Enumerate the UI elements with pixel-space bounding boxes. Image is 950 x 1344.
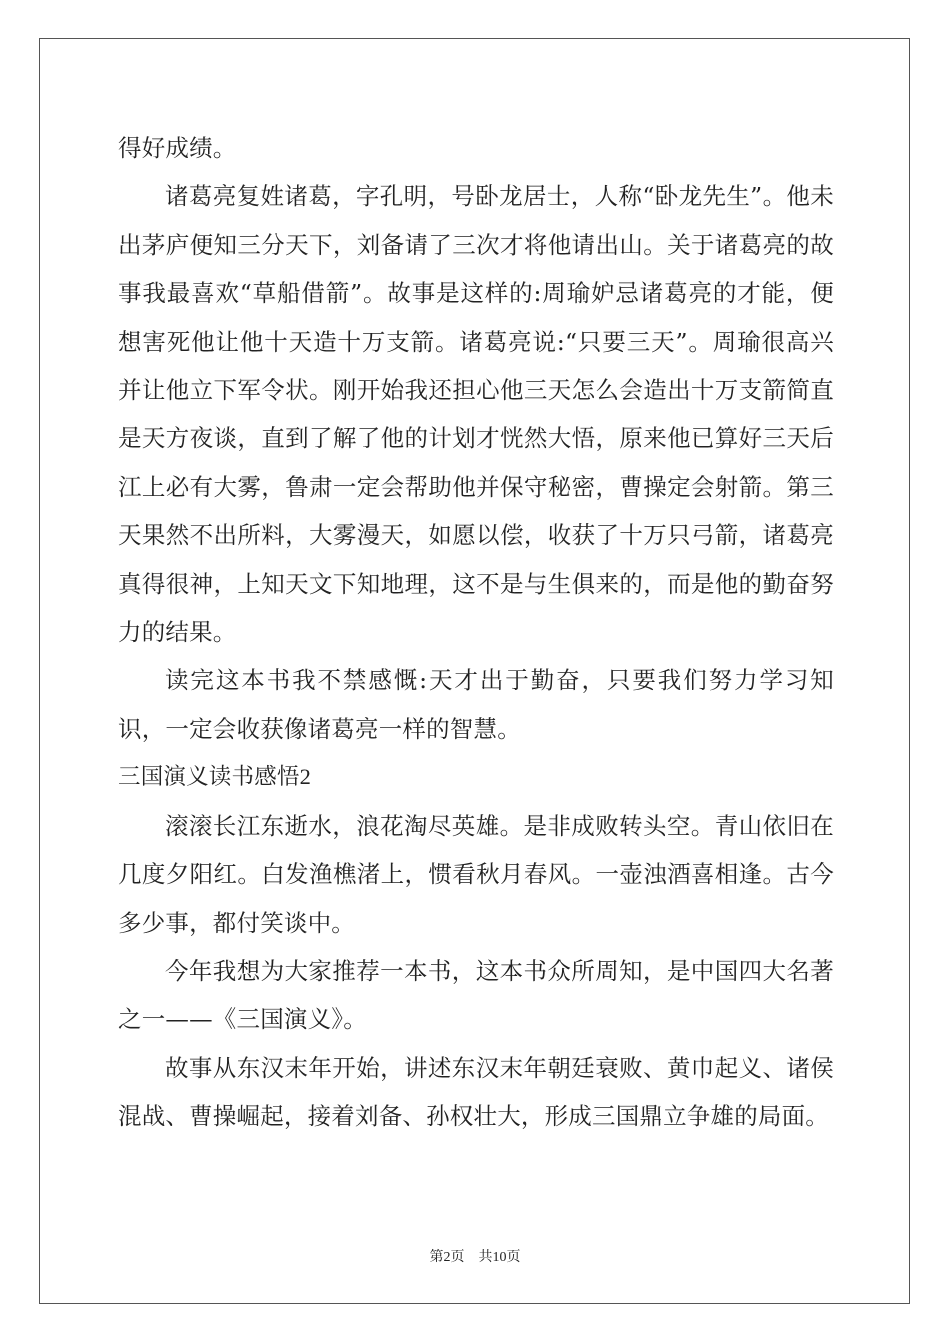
- paragraph-continuation: 得好成绩。: [118, 134, 237, 162]
- paragraph-poem: 滚滚长江东逝水，浪花淘尽英雄。是非成败转头空。青山依旧在几度夕阳红。白发渔樵渚上，惯看秋月春风。一壶浊酒喜相逢。古今多少事，都付笑谈中。: [118, 811, 834, 937]
- paragraph-zhuge-liang: 诸葛亮复姓诸葛，字孔明，号卧龙居士，人称“卧龙先生”。他未出茅庐便知三分天下，刘备请了三次才将他请出山。关于诸葛亮的故事我最喜欢“草船借箭”。故事是这样的:周瑜妒忌诸葛亮的才能，便想害死他让他十天造十万支箭。诸葛亮说:“只要三天”。周瑜很高兴并让他立下军令状。刚开始我还担心他三天怎么会造出十万支箭简直是天方夜谈，直到了解了他的计划才恍然大悟，原来他已算好三天后江上必有大雾，鲁肃一定会帮助他并保守秘密，曹操定会射箭。第三天果然不出所料，大雾漫天，如愿以偿，收获了十万只弓箭，诸葛亮真得很神，上知天文下知地理，这不是与生俱来的，而是他的勤奋努力的结果。: [118, 182, 834, 647]
- section-title: 三国演义读书感悟2: [118, 764, 312, 790]
- page-footer: [0, 1246, 950, 1266]
- document-body: [118, 124, 834, 1141]
- page-total: 共10页: [478, 1250, 521, 1265]
- paragraph-reflection: 读完这本书我不禁感慨:天才出于勤奋，只要我们努力学习知识，一定会收获像诸葛亮一样的智慧。: [118, 666, 834, 743]
- paragraph-recommendation: 今年我想为大家推荐一本书，这本书众所周知，是中国四大名著之一——《三国演义》。: [118, 956, 834, 1034]
- paragraph-story-intro: 故事从东汉末年开始，讲述东汉末年朝廷衰败、黄巾起义、诸侯混战、曹操崛起，接着刘备、孙权壮大，形成三国鼎立争雄的局面。: [118, 1053, 834, 1131]
- page-number: 第2页: [429, 1250, 465, 1265]
